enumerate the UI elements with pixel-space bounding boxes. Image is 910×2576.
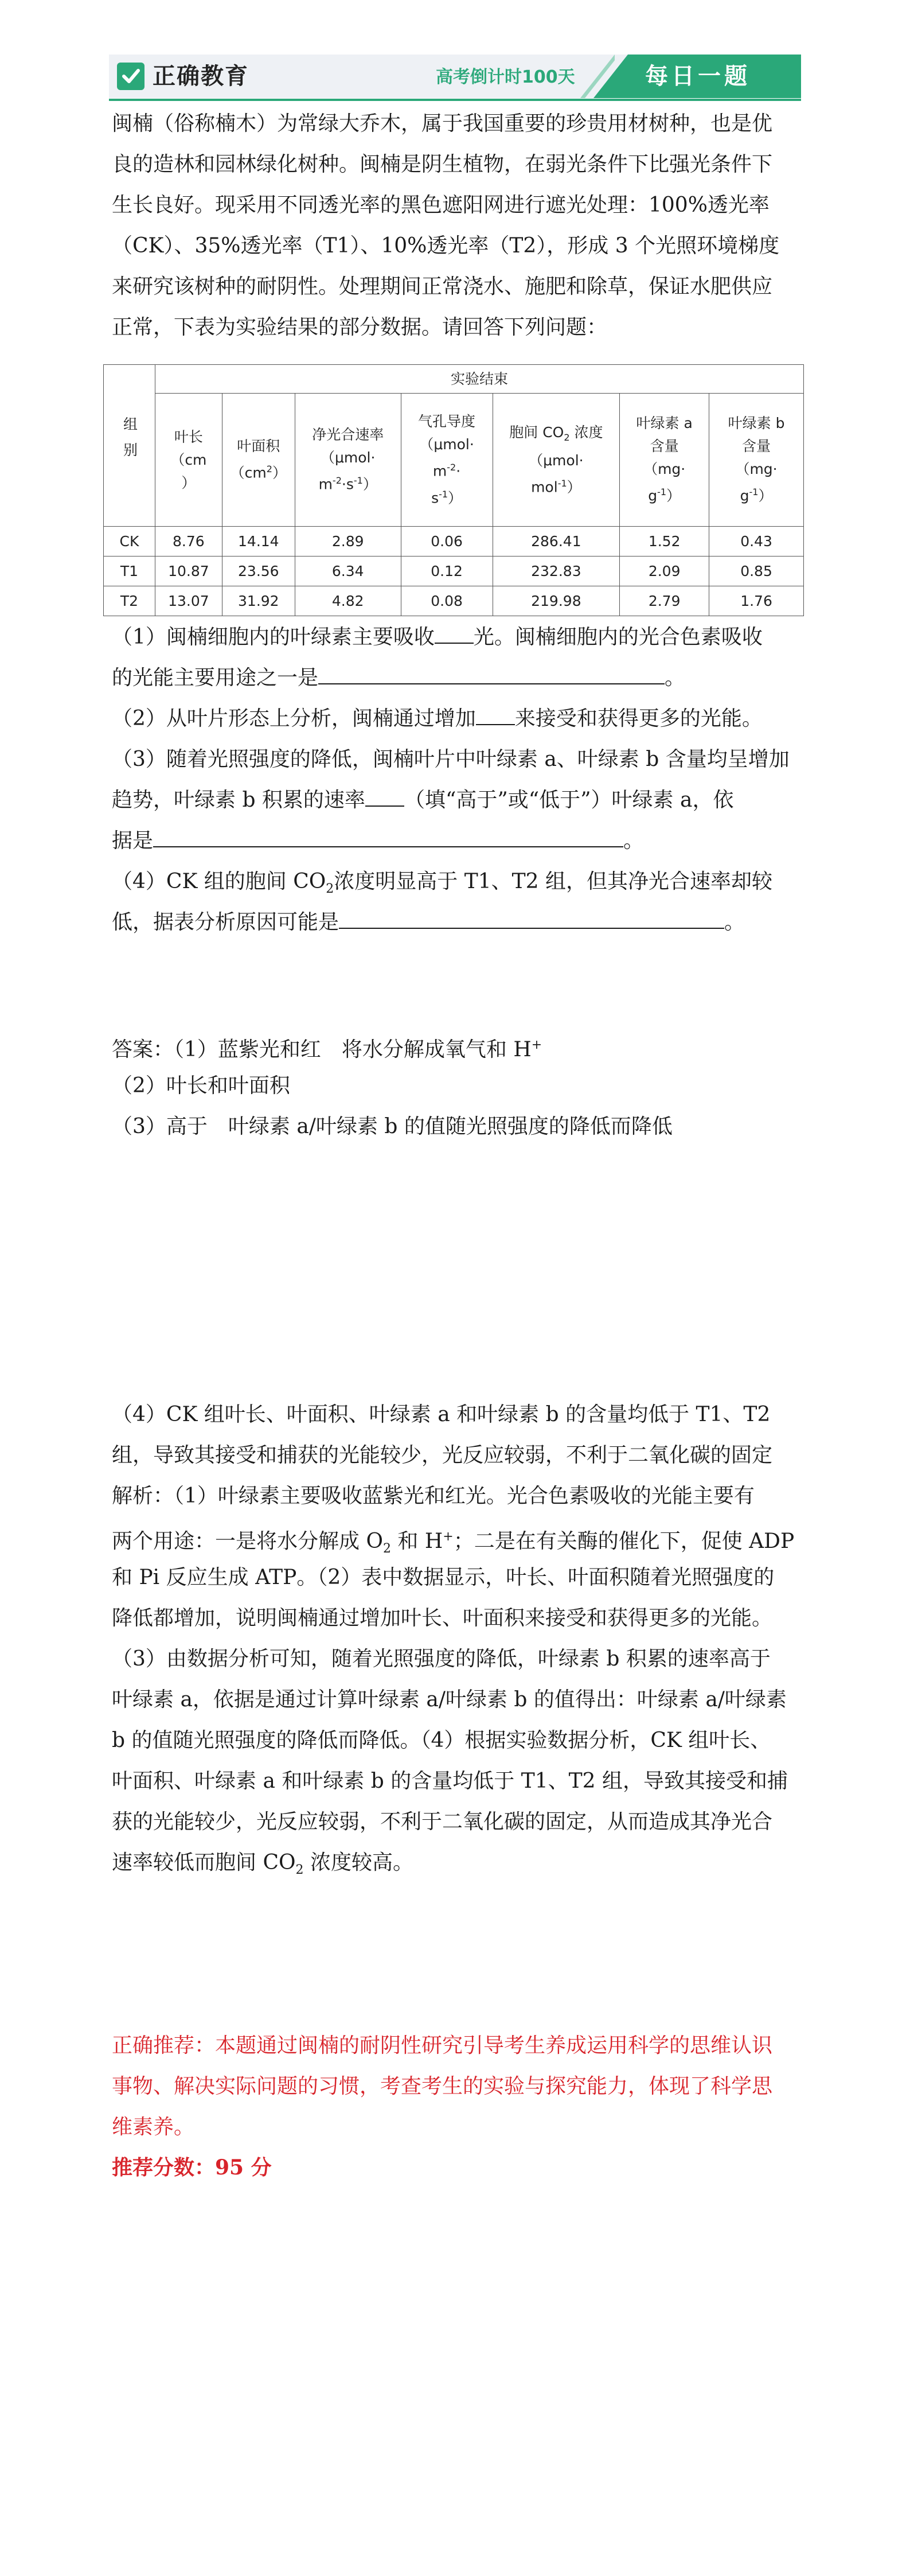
intro-line: （CK）、35%透光率（T1）、10%透光率（T2），形成 3 个光照环境梯度 (112, 234, 780, 258)
recommend-line: 维素养。 (112, 2115, 195, 2139)
intro-line: 正常，下表为实验结果的部分数据。请回答下列问题： (112, 316, 608, 339)
col-leaf-area: 叶面积 $(cm^2)$ (222, 394, 295, 527)
analysis-line: 叶面积、叶绿素 a 和叶绿素 b 的含量均低于 T1、T2 组，导致其接受和捕 (112, 1769, 788, 1793)
answer-blank[interactable] (339, 905, 724, 929)
col-leaf-length: 叶长 （cm ） (155, 394, 222, 527)
table-cell: 0.08 (401, 586, 493, 616)
table-cell: 2.79 (620, 586, 709, 616)
question-4-line-2: 低，据表分析原因可能是 。 (112, 902, 806, 943)
table-cell: T1 (104, 557, 155, 586)
question-4-line-1: （4）CK 组的胞间 $CO_2$浓度明显高于 T1、T2 组，但其净光合速率却较 (112, 870, 773, 897)
recommend-line: 事物、解决实际问题的习惯，考查考生的实验与探究能力，体现了科学思 (112, 2075, 773, 2098)
answer-blank[interactable] (318, 660, 665, 684)
answer-3: （3）高于 叶绿素 a/叶绿素 b 的值随光照强度的降低而降低 (112, 1115, 673, 1138)
check-icon (117, 63, 144, 90)
answer-blank[interactable] (476, 701, 515, 725)
analysis-line: （3）由数据分析可知，随着光照强度的降低，叶绿素 b 积累的速率高于 (112, 1647, 771, 1671)
table-cell: 2.09 (620, 557, 709, 586)
intro-line: 生长良好。现采用不同透光率的黑色遮阳网进行遮光处理：100%透光率 (112, 193, 770, 217)
results-table (103, 364, 804, 616)
table-cell: 0.06 (401, 527, 493, 557)
answer-2: （2）叶长和叶面积 (112, 1074, 290, 1098)
analysis-line: 获的光能较少，光反应较弱，不利于二氧化碳的固定，从而造成其净光合 (112, 1810, 773, 1834)
analysis-line: 速率较低而胞间 $CO_2$ 浓度较高。 (112, 1851, 413, 1878)
table-cell: 1.76 (709, 586, 804, 616)
group-header: 组别 (104, 365, 155, 527)
table-cell: 232.83 (493, 557, 620, 586)
table-row (104, 586, 804, 616)
table-cell: 6.34 (295, 557, 401, 586)
table-cell: 13.07 (155, 586, 222, 616)
brand-name: 正确教育 (153, 63, 249, 90)
col-stomatal-conductance: 气孔导度 （μmol· $m^{-2}\cdot$ $s^{-1}$） (401, 394, 493, 527)
analysis-line: 解析：（1）叶绿素主要吸收蓝紫光和红光。光合色素吸收的光能主要有 (112, 1484, 755, 1508)
daily-question-label: 每日一题 (645, 63, 751, 90)
table-cell: 31.92 (222, 586, 295, 616)
answer-blank[interactable] (435, 620, 474, 644)
recommend-score: 推荐分数：95 分 (112, 2155, 272, 2180)
intro-line: 闽楠（俗称楠木）为常绿大乔木，属于我国重要的珍贵用材树种，也是优 (112, 112, 773, 135)
analysis-line: 两个用途：一是将水分解成 $O_2$ 和 H+；二是在有关酶的催化下，促使 ADP (112, 1530, 795, 1557)
question-3-line-2: 趋势，叶绿素 b 积累的速率 （填“高于”或“低于”）叶绿素 a，依 (112, 780, 806, 820)
table-cell: 0.43 (709, 527, 804, 557)
question-3-line-1: （3）随着光照强度的降低，闽楠叶片中叶绿素 a、叶绿素 b 含量均呈增加 (112, 748, 790, 771)
question-1-line-2: 的光能主要用途之一是 。 (112, 657, 806, 698)
answer-blank[interactable] (365, 783, 404, 807)
question-2: （2）从叶片形态上分析，闽楠通过增加 来接受和获得更多的光能。 (112, 698, 806, 739)
table-cell: 219.98 (493, 586, 620, 616)
table-cell: 2.89 (295, 527, 401, 557)
table-row (104, 557, 804, 586)
question-1-line-1: （1）闽楠细胞内的叶绿素主要吸收 光。闽楠细胞内的光合色素吸收 (112, 617, 806, 657)
col-intercellular-co2: 胞间 $CO_2$ 浓度 （μmol· mol$^{-1}$） (493, 394, 620, 527)
table-cell: 1.52 (620, 527, 709, 557)
result-header: 实验结束 (155, 365, 803, 394)
table-cell: 286.41 (493, 527, 620, 557)
table-cell: 4.82 (295, 586, 401, 616)
table-cell: 23.56 (222, 557, 295, 586)
table-cell: 0.85 (709, 557, 804, 586)
analysis-line: 叶绿素 a，依据是通过计算叶绿素 a/叶绿素 b 的值得出：叶绿素 a/叶绿素 (112, 1688, 787, 1711)
table-cell: 0.12 (401, 557, 493, 586)
intro-line: 来研究该树种的耐阴性。处理期间正常浇水、施肥和除草，保证水肥供应 (112, 275, 773, 298)
analysis-line: 降低都增加，说明闽楠通过增加叶长、叶面积来接受和获得更多的光能。 (112, 1606, 773, 1630)
answer-4-line-1: （4）CK 组叶长、叶面积、叶绿素 a 和叶绿素 b 的含量均低于 T1、T2 (112, 1403, 771, 1426)
question-3-line-3: 据是 。 (112, 820, 806, 861)
intro-line: 良的造林和园林绿化树种。闽楠是阴生植物，在弱光条件下比强光条件下 (112, 153, 773, 176)
table-row (104, 527, 804, 557)
answer-blank[interactable] (153, 823, 623, 847)
header-divider (109, 99, 801, 101)
analysis-line: b 的值随光照强度的降低而降低。（4）根据实验数据分析，CK 组叶长、 (112, 1729, 771, 1752)
header-banner (109, 55, 801, 98)
analysis-line: 和 Pi 反应生成 ATP。（2）表中数据显示，叶长、叶面积随着光照强度的 (112, 1566, 775, 1589)
answer-1: 答案：（1）蓝紫光和红 将水分解成氧气和 H+ (112, 1038, 542, 1061)
table-cell: 8.76 (155, 527, 222, 557)
countdown-text: 高考倒计时100天 (436, 67, 575, 87)
table-cell: 14.14 (222, 527, 295, 557)
col-chlorophyll-b: 叶绿素 b 含量 （mg· $g^{-1}$） (709, 394, 804, 527)
table-cell: CK (104, 527, 155, 557)
table-cell: T2 (104, 586, 155, 616)
recommend-line: 正确推荐：本题通过闽楠的耐阴性研究引导考生养成运用科学的思维认识 (112, 2034, 773, 2057)
col-chlorophyll-a: 叶绿素 a 含量 （mg· $g^{-1}$） (620, 394, 709, 527)
table-cell: 10.87 (155, 557, 222, 586)
col-net-photosynthesis: 净光合速率 （μmol· $m^{-2}\cdot s^{-1}$） (295, 394, 401, 527)
answer-4-line-2: 组，导致其接受和捕获的光能较少，光反应较弱，不利于二氧化碳的固定 (112, 1443, 773, 1467)
